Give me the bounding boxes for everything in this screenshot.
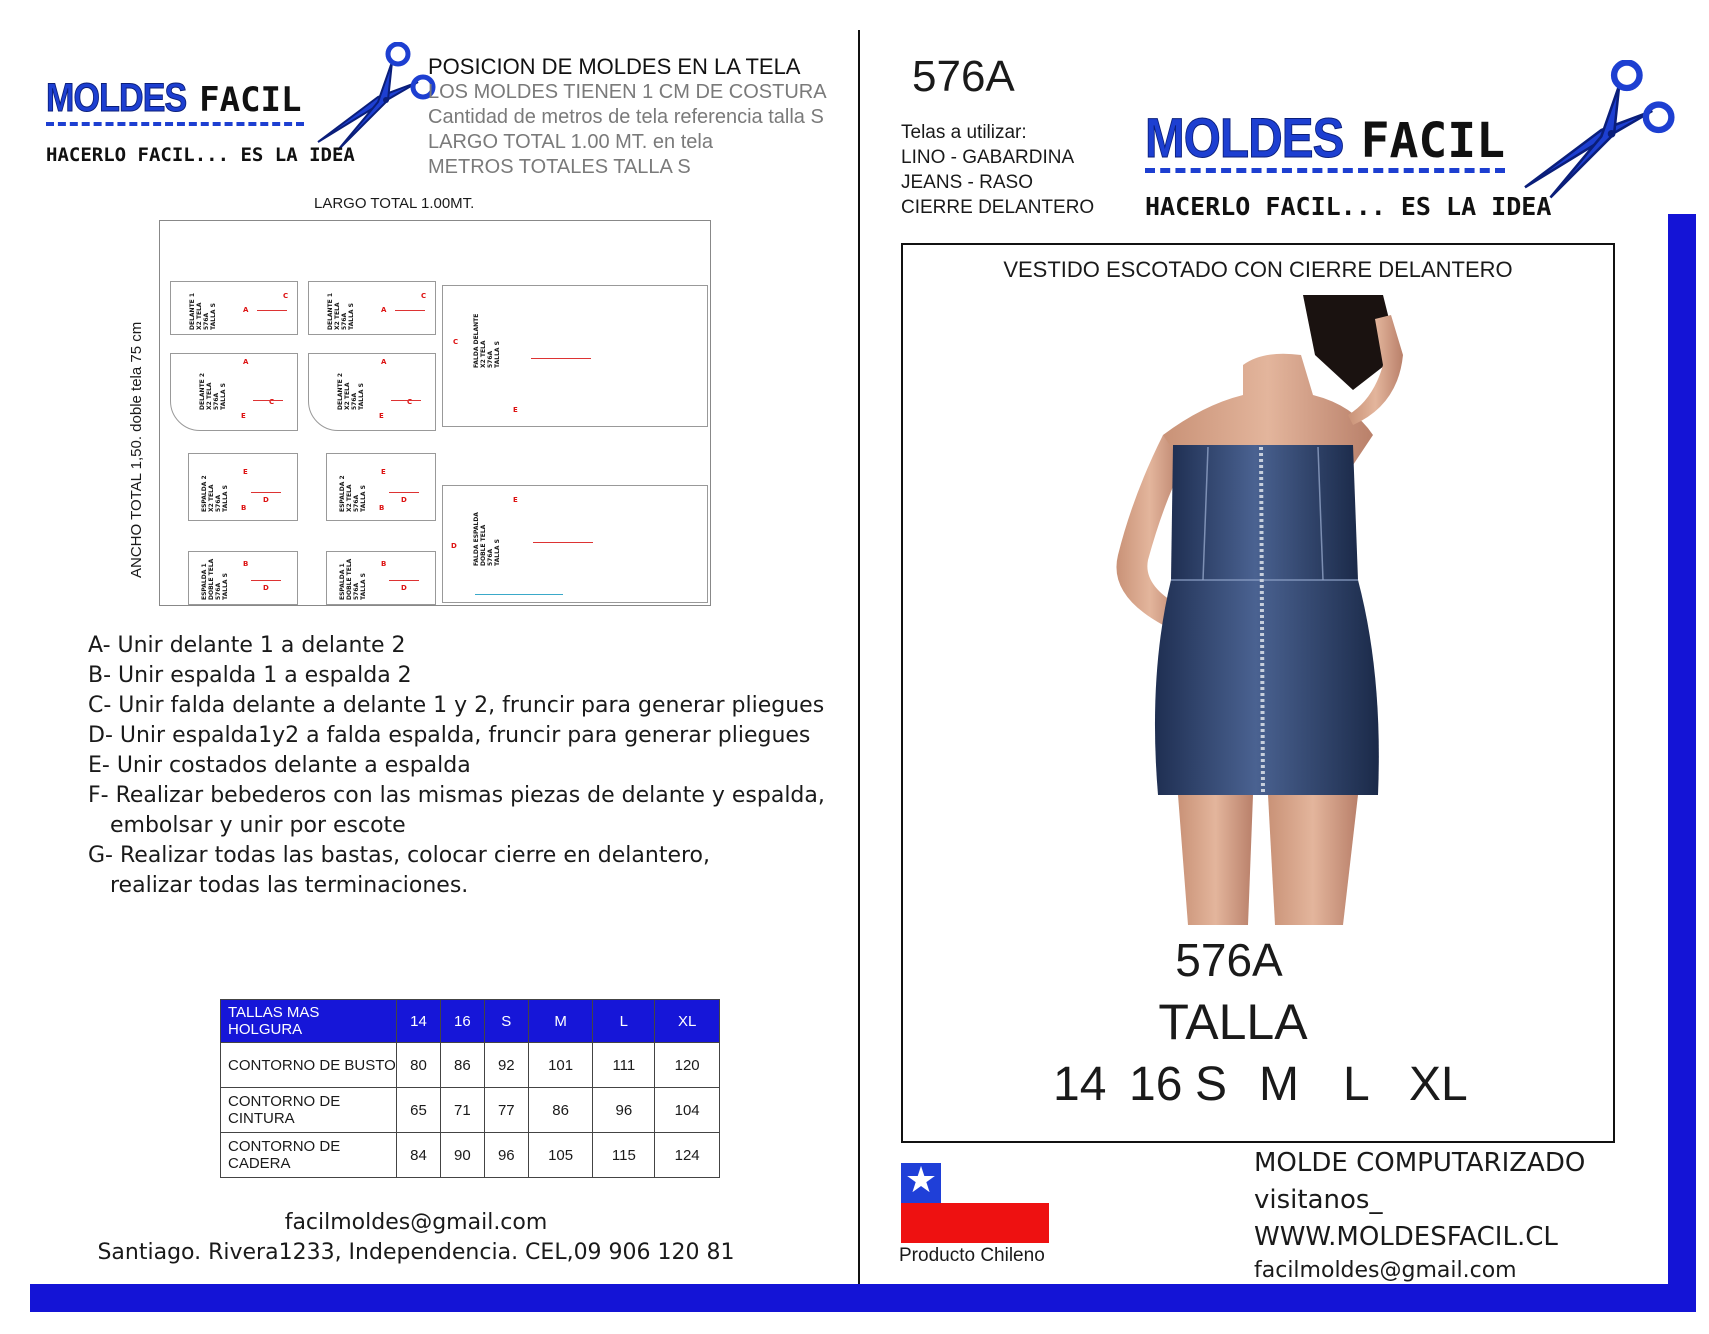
piece-label-delante1-a: DELANTE 1 X2 TELA 576A TALLA S xyxy=(189,292,217,330)
mark-e: E xyxy=(243,468,248,476)
header-line-1: POSICION DE MOLDES EN LA TELA xyxy=(428,54,801,79)
size-header-16: 16 xyxy=(440,1000,484,1043)
instruction-a: A- Unir delante 1 a delante 2 xyxy=(88,633,406,658)
fabric-layout xyxy=(159,220,711,606)
mark-e: E xyxy=(241,412,246,420)
grain-line xyxy=(251,492,281,493)
piece-espalda2-a xyxy=(188,453,298,521)
logo-dash-line xyxy=(46,122,304,126)
cell: 71 xyxy=(440,1088,484,1133)
size-header-l: L xyxy=(593,1000,655,1043)
right-blue-bar xyxy=(1668,214,1696,1312)
piece-label-falda-espalda: FALDA ESPALDA DOBLE TELA 576A TALLA S xyxy=(473,512,501,566)
footer-email: facilmoldes@gmail.com xyxy=(284,1210,548,1235)
piece-falda-delante xyxy=(442,285,708,427)
contact-line-1: MOLDE COMPUTARIZADO xyxy=(1254,1148,1586,1178)
cell: 77 xyxy=(484,1088,528,1133)
box-model-code: 576A xyxy=(1175,934,1283,986)
cell: 84 xyxy=(397,1133,441,1178)
instruction-f-cont: embolsar y unir por escote xyxy=(110,813,406,838)
fabric-item: LINO - GABARDINA xyxy=(901,147,1075,168)
mark-b: B xyxy=(243,560,249,568)
contact-block xyxy=(1254,1145,1585,1286)
cell: 86 xyxy=(440,1043,484,1088)
grain-line xyxy=(391,400,421,401)
header-line-5: METROS TOTALES TALLA S xyxy=(428,156,691,178)
mark-e: E xyxy=(513,406,518,414)
grain-line xyxy=(253,400,283,401)
piece-delante2-a xyxy=(170,353,298,431)
scissors-icon xyxy=(1510,60,1680,200)
piece-label-delante2-a: DELANTE 2 X2 TELA 576A TALLA S xyxy=(199,372,227,410)
header-line-3: Cantidad de metros de tela referencia talla S xyxy=(428,106,824,128)
piece-delante2-b xyxy=(308,353,436,431)
fold-line xyxy=(475,594,563,595)
mark-d: D xyxy=(401,496,407,504)
size-l: L xyxy=(1343,1058,1370,1111)
size-m: M xyxy=(1259,1058,1299,1111)
logo-moldes-text: MOLDES xyxy=(1145,106,1344,169)
cell: 90 xyxy=(440,1133,484,1178)
table-row xyxy=(221,1043,720,1088)
size-table-header xyxy=(221,1000,720,1043)
grain-line xyxy=(389,492,419,493)
flag-caption: Producto Chileno xyxy=(899,1245,1045,1266)
piece-delante1-a xyxy=(170,281,298,335)
row-label: CONTORNO DE CADERA xyxy=(221,1133,397,1178)
contact-line-3: WWW.MOLDESFACIL.CL xyxy=(1254,1222,1558,1252)
mark-c: C xyxy=(421,292,427,300)
size-table xyxy=(220,999,720,1178)
mark-e: E xyxy=(513,496,518,504)
piece-falda-espalda xyxy=(442,485,708,603)
piece-label-delante2-b: DELANTE 2 X2 TELA 576A TALLA S xyxy=(337,372,365,410)
piece-label-espalda1-b: ESPALDA 1 DOBLE TELA 576A TALLA S xyxy=(339,558,367,600)
cell: 101 xyxy=(528,1043,593,1088)
grain-line xyxy=(395,310,425,311)
mark-a: A xyxy=(381,306,387,314)
mark-c: C xyxy=(269,398,275,406)
mark-c: C xyxy=(283,292,289,300)
grain-line xyxy=(257,310,287,311)
instruction-g: G- Realizar todas las bastas, colocar cierre en delantero, xyxy=(88,843,711,868)
piece-label-espalda2-b: ESPALDA 2 X2 TELA 576A TALLA S xyxy=(339,475,367,512)
mark-a: A xyxy=(243,358,249,366)
instruction-g-cont: realizar todas las terminaciones. xyxy=(110,873,469,898)
layout-header xyxy=(428,54,827,180)
cell: 92 xyxy=(484,1043,528,1088)
size-14: 14 xyxy=(1053,1058,1107,1111)
mark-c: C xyxy=(407,398,413,406)
row-label: CONTORNO DE BUSTO xyxy=(221,1043,397,1088)
size-16: 16 xyxy=(1129,1058,1183,1111)
logo-tagline: HACERLO FACIL... ES LA IDEA xyxy=(46,144,355,166)
header-line-2: LOS MOLDES TIENEN 1 CM DE COSTURA xyxy=(428,81,827,103)
cell: 124 xyxy=(655,1133,720,1178)
fabric-item: CIERRE DELANTERO xyxy=(901,197,1095,218)
mark-d: D xyxy=(263,584,269,592)
contact-line-4: facilmoldes@gmail.com xyxy=(1254,1258,1517,1283)
size-header-m: M xyxy=(528,1000,593,1043)
grain-line xyxy=(531,358,591,359)
grain-line xyxy=(251,580,281,581)
star-icon: ★ xyxy=(904,1160,938,1201)
grain-line xyxy=(389,580,419,581)
row-label: CONTORNO DE CINTURA xyxy=(221,1088,397,1133)
cell: 111 xyxy=(593,1043,655,1088)
cell: 65 xyxy=(397,1088,441,1133)
header-line-4: LARGO TOTAL 1.00 MT. en tela xyxy=(428,131,713,153)
instructions-list xyxy=(88,631,825,901)
garment-title: VESTIDO ESCOTADO CON CIERRE DELANTERO xyxy=(1003,257,1513,282)
talla-label: TALLA xyxy=(1158,994,1308,1050)
cell: 80 xyxy=(397,1043,441,1088)
logo-moldes-text: MOLDES xyxy=(46,76,187,120)
left-logo xyxy=(46,70,436,170)
model-code: 576A xyxy=(912,52,1015,101)
cell: 104 xyxy=(655,1088,720,1133)
piece-label-espalda1-a: ESPALDA 1 DOBLE TELA 576A TALLA S xyxy=(201,558,229,600)
contact-line-2: visitanos_ xyxy=(1254,1185,1383,1215)
table-row xyxy=(221,1088,720,1133)
piece-label-delante1-b: DELANTE 1 X2 TELA 576A TALLA S xyxy=(327,292,355,330)
flag-white-band xyxy=(941,1163,1049,1203)
piece-espalda1-a xyxy=(188,551,298,605)
flag-red-band xyxy=(901,1203,1049,1243)
logo-tagline: HACERLO FACIL... ES LA IDEA xyxy=(1145,192,1552,221)
cell: 105 xyxy=(528,1133,593,1178)
fabrics-block xyxy=(901,120,1094,220)
mark-e: E xyxy=(381,468,386,476)
logo-dash-line xyxy=(1145,168,1505,173)
size-header-xl: XL xyxy=(655,1000,720,1043)
piece-label-falda-delante: FALDA DELANTE X2 TELA 576A TALLA S xyxy=(473,313,501,368)
size-s: S xyxy=(1195,1058,1228,1111)
mark-d: D xyxy=(401,584,407,592)
chile-flag xyxy=(901,1160,1049,1243)
scissors-icon xyxy=(308,42,438,152)
instruction-d: D- Unir espalda1y2 a falda espalda, fruncir para generar pliegues xyxy=(88,723,811,748)
mark-e: E xyxy=(379,412,384,420)
layout-top-label: LARGO TOTAL 1.00MT. xyxy=(314,195,475,212)
piece-espalda1-b xyxy=(326,551,436,605)
logo-facil-text: FACIL xyxy=(1360,113,1506,169)
mark-b: B xyxy=(241,504,247,512)
size-xl: XL xyxy=(1409,1058,1468,1111)
logo-facil-text: FACIL xyxy=(199,80,302,120)
fabrics-title: Telas a utilizar: xyxy=(901,122,1027,143)
size-header-s: S xyxy=(484,1000,528,1043)
product-box xyxy=(901,243,1615,1143)
piece-delante1-b xyxy=(308,281,436,335)
size-header-14: 14 xyxy=(397,1000,441,1043)
instruction-b: B- Unir espalda 1 a espalda 2 xyxy=(88,663,412,688)
cell: 115 xyxy=(593,1133,655,1178)
mark-b: B xyxy=(379,504,385,512)
mark-a: A xyxy=(243,306,249,314)
mark-c: C xyxy=(453,338,459,346)
cell: 86 xyxy=(528,1088,593,1133)
page-divider xyxy=(858,30,860,1310)
cell: 96 xyxy=(484,1133,528,1178)
mark-b: B xyxy=(381,560,387,568)
footer-address: Santiago. Rivera1233, Independencia. CEL,09 906 120 81 xyxy=(97,1240,735,1265)
bottom-blue-bar xyxy=(30,1284,1696,1312)
mark-d: D xyxy=(451,542,457,550)
grain-line xyxy=(533,542,593,543)
instruction-f: F- Realizar bebederos con las mismas piezas de delante y espalda, xyxy=(88,783,825,808)
right-logo xyxy=(1145,106,1665,226)
cell: 96 xyxy=(593,1088,655,1133)
mark-d: D xyxy=(263,496,269,504)
piece-espalda2-b xyxy=(326,453,436,521)
instruction-c: C- Unir falda delante a delante 1 y 2, fruncir para generar pliegues xyxy=(88,693,825,718)
layout-side-label: ANCHO TOTAL 1,50. doble tela 75 cm xyxy=(128,321,145,578)
size-header-label: TALLAS MAS HOLGURA xyxy=(221,1000,397,1043)
instruction-e: E- Unir costados delante a espalda xyxy=(88,753,471,778)
table-row xyxy=(221,1133,720,1178)
fabric-item: JEANS - RASO xyxy=(901,172,1033,193)
dress-illustration xyxy=(1053,295,1473,925)
cell: 120 xyxy=(655,1043,720,1088)
mark-a: A xyxy=(381,358,387,366)
piece-label-espalda2-a: ESPALDA 2 X2 TELA 576A TALLA S xyxy=(201,475,229,512)
size-list xyxy=(1053,1057,1553,1112)
